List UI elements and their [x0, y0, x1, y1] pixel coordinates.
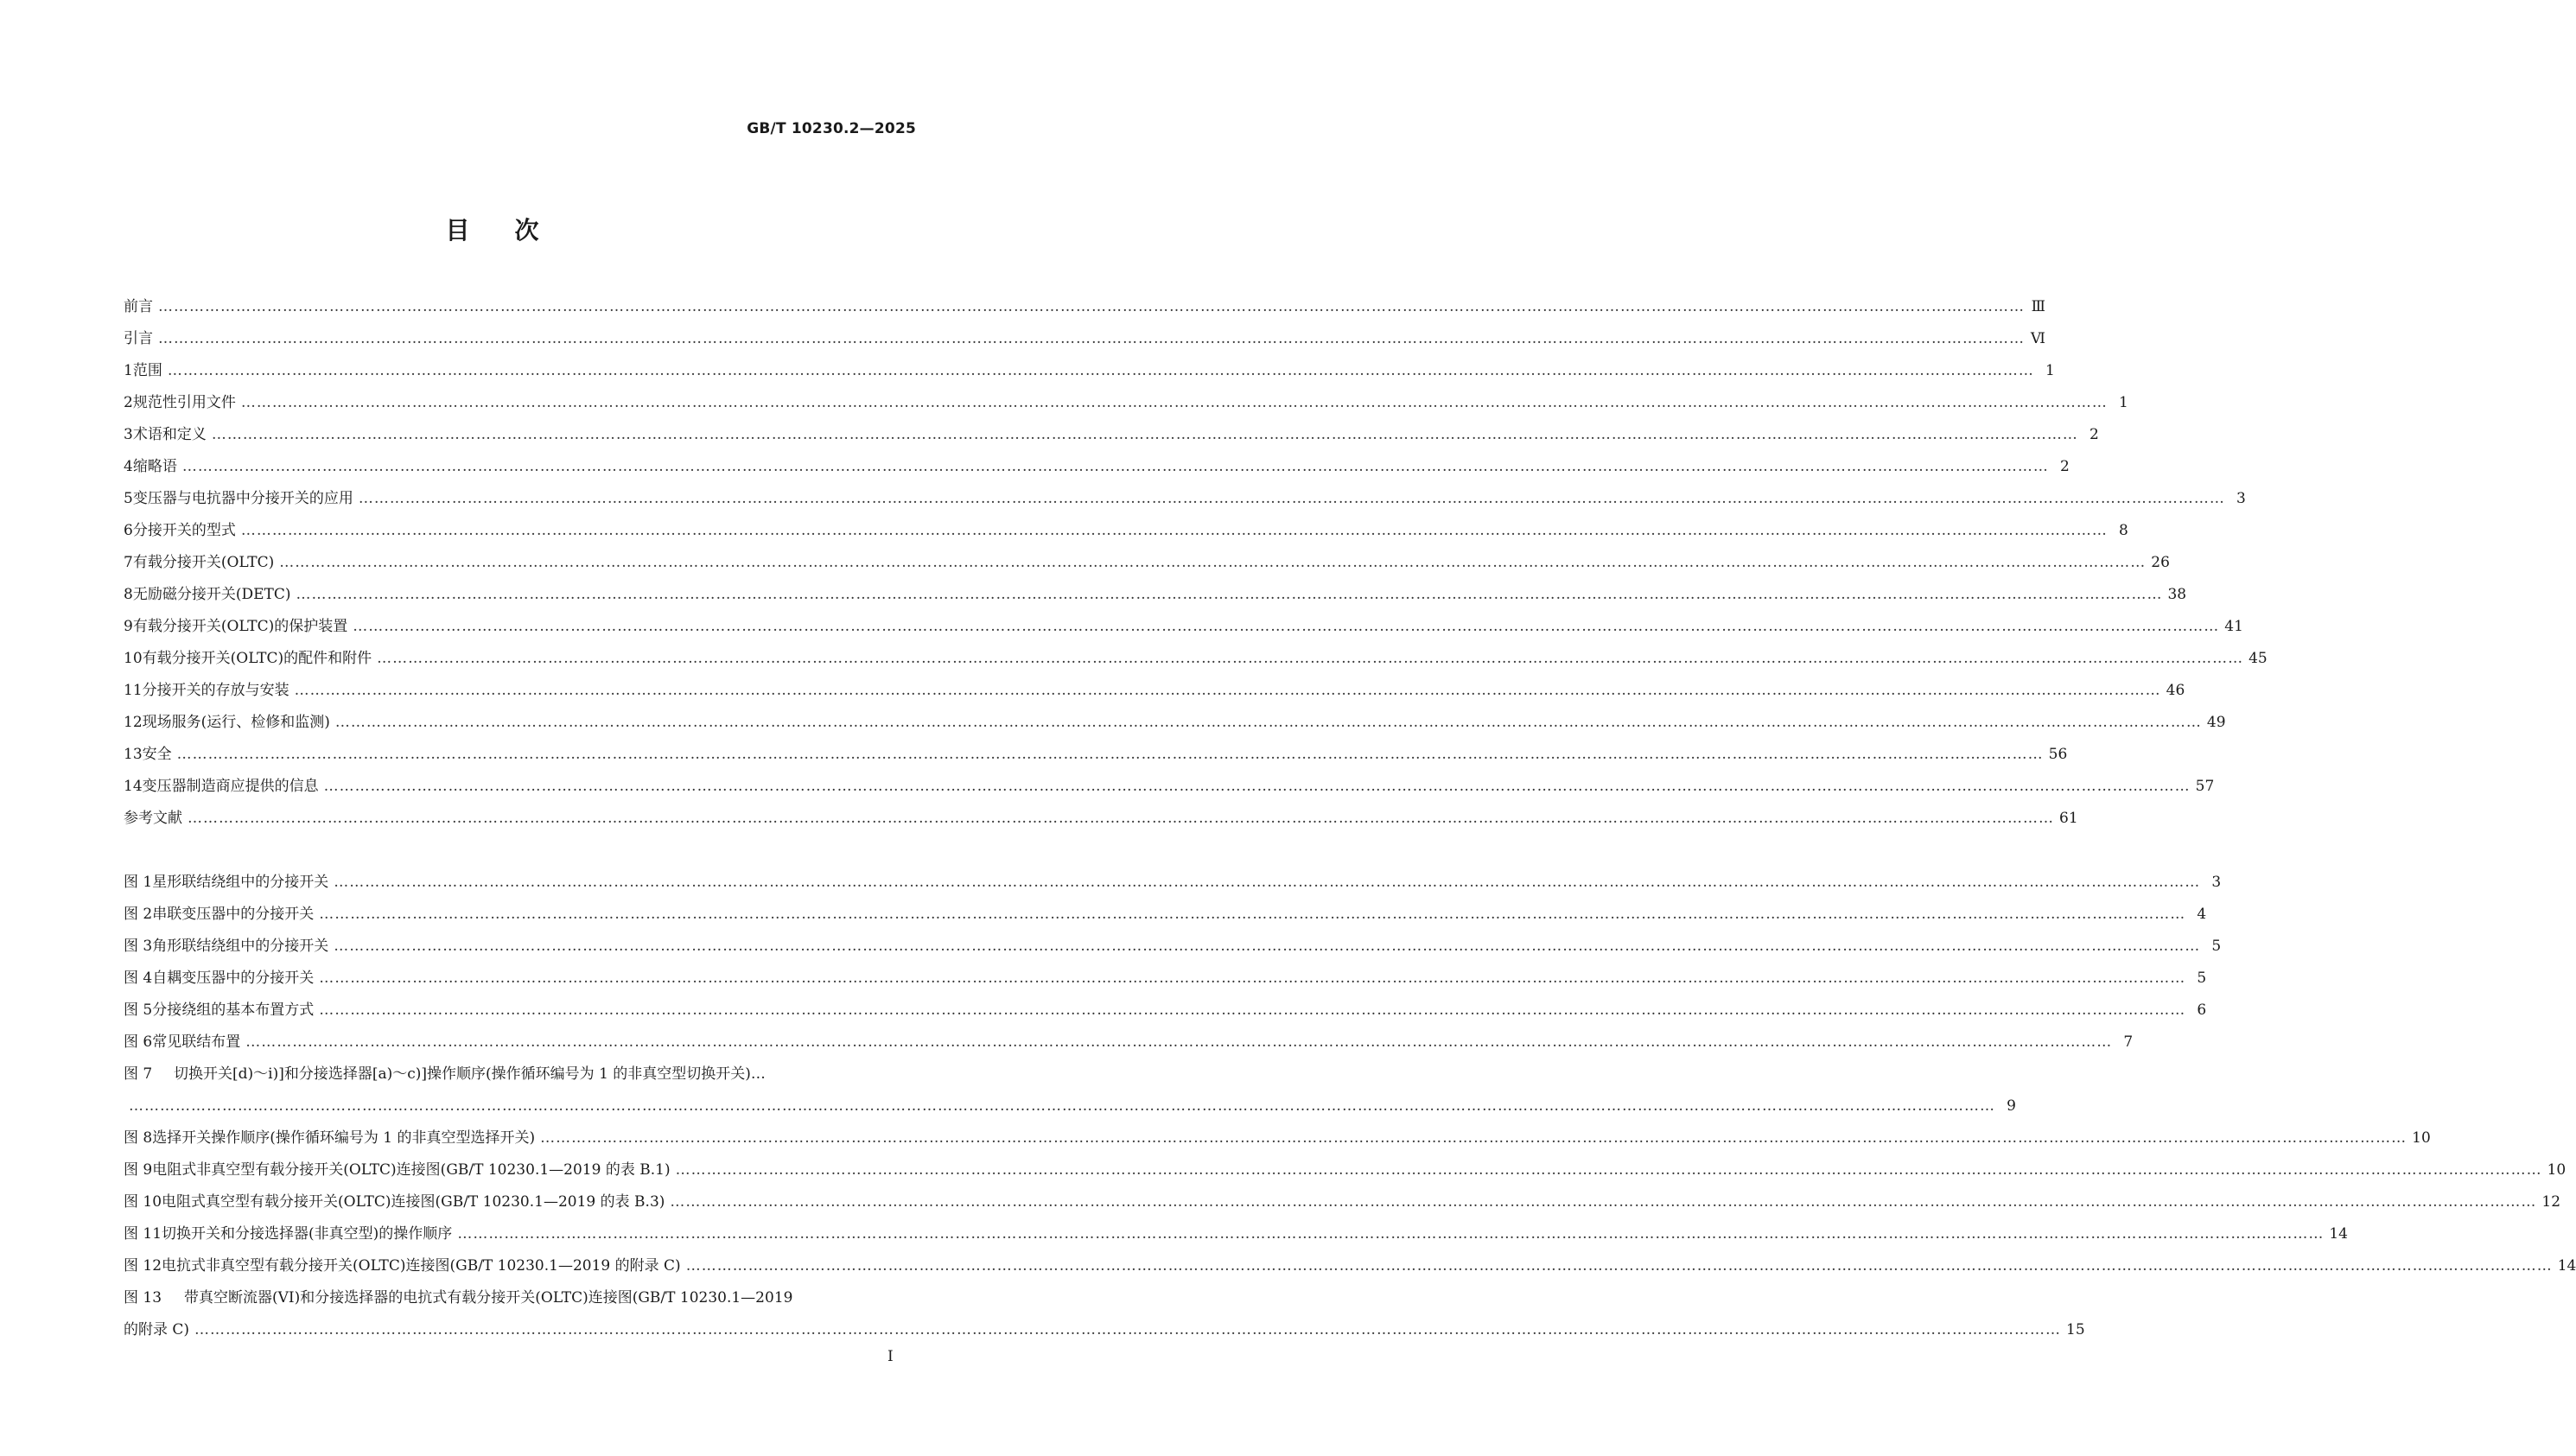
- toc-main: [124, 291, 2268, 835]
- toc-entry-page: 49: [2206, 714, 2226, 731]
- toc-entry[interactable]: [124, 387, 2128, 419]
- figure-entry[interactable]: [124, 1218, 2348, 1250]
- toc-entry-number: 4: [124, 458, 133, 475]
- figure-entry[interactable]: [124, 1059, 916, 1090]
- figure-entry-number: 图 11: [124, 1225, 162, 1243]
- toc-leader-dots: ………………………………………………………………………………………………………………………………………………………………………………………………………………………………………………………………………………………………………………………………: [377, 650, 2244, 667]
- toc-entry-title: 范围: [132, 362, 162, 379]
- figure-entry-title: 星形联结绕组中的分接开关: [152, 874, 329, 891]
- figure-entry-page: 12: [2541, 1193, 2561, 1211]
- page-title: 目次: [445, 216, 584, 245]
- figure-entry-title: 自耦变压器中的分接开关: [152, 970, 315, 987]
- toc-entry[interactable]: [124, 419, 2099, 451]
- figure-entry-page: 3: [2211, 874, 2222, 891]
- figure-entry-number: 图 10: [124, 1193, 162, 1211]
- figure-entry-title: 电阻式非真空型有载分接开关(OLTC)连接图(GB/T 10230.1—2019 的表 B.1): [152, 1161, 671, 1179]
- figure-entry[interactable]: [124, 867, 2222, 899]
- toc-entry[interactable]: [124, 611, 2243, 643]
- figure-leader-dots: ………………………………………………………………………………………………………………………………………………………………………………………………………………………………………………………………………………………………………………………………: [540, 1129, 2407, 1147]
- toc-entry-title: 术语和定义: [132, 426, 207, 443]
- figure-entry-page: 5: [2211, 938, 2222, 955]
- toc-entry-title: 缩略语: [132, 458, 177, 475]
- toc-entry-page: 56: [2048, 746, 2068, 763]
- toc-leader-dots: ………………………………………………………………………………………………………………………………………………………………………………………………………………………………………………………………………………………………………………………………: [158, 330, 2025, 347]
- figure-entry[interactable]: [124, 963, 2207, 995]
- toc-entry-number: 10: [124, 650, 143, 667]
- toc-entry-title: 有载分接开关(OLTC)的配件和附件: [142, 650, 372, 667]
- toc-leader-dots: ………………………………………………………………………………………………………………………………………………………………………………………………………………………………………………………………………………………………………………………………: [294, 682, 2161, 699]
- figure-entry-title: 切换开关[d)～i)]和分接选择器[a)～c)]操作顺序(操作循环编号为 1 的非真空型切换开关)…: [174, 1065, 766, 1083]
- figure-entry-title: 常见联结布置: [152, 1033, 241, 1051]
- figure-entry-page: 14: [2557, 1257, 2576, 1275]
- figure-entry-number: 图 9: [124, 1161, 153, 1179]
- toc-entry-page: 8: [2119, 522, 2128, 539]
- figure-entry-number: 图 1: [124, 874, 153, 891]
- toc-leader-dots: ………………………………………………………………………………………………………………………………………………………………………………………………………………………………………………………………………………………………………………………………: [279, 554, 2147, 571]
- figure-entry-title: 电阻式真空型有载分接开关(OLTC)连接图(GB/T 10230.1—2019 的表 B.3): [162, 1193, 665, 1211]
- toc-leader-dots: ………………………………………………………………………………………………………………………………………………………………………………………………………………………………………………………………………………………………………………………………: [296, 586, 2163, 603]
- toc-entry[interactable]: [124, 483, 2246, 515]
- figure-entry-number: 图 13: [124, 1289, 162, 1307]
- figure-leader-dots: ………………………………………………………………………………………………………………………………………………………………………………………………………………………………………………………………………………………………………………………………: [319, 906, 2186, 923]
- figure-entry-page: 5: [2197, 970, 2207, 987]
- figure-entry-number: 图 7: [124, 1065, 153, 1083]
- toc-entry[interactable]: [124, 515, 2128, 547]
- toc-entry-page: 1: [2119, 394, 2128, 411]
- toc-entry[interactable]: [124, 771, 2215, 803]
- figure-entry-number: 图 4: [124, 970, 153, 987]
- figure-entry-number: 图 12: [124, 1257, 162, 1275]
- toc-entry-number: 2: [124, 394, 133, 411]
- figure-entry[interactable]: [124, 1186, 2561, 1218]
- figure-entry[interactable]: [124, 1250, 2576, 1282]
- figure-entry-page: 6: [2197, 1001, 2207, 1019]
- toc-entry-number: 6: [124, 522, 133, 539]
- figure-entry-number: 图 2: [124, 906, 153, 923]
- toc-entry-page: 61: [2059, 810, 2078, 827]
- toc-entry[interactable]: [124, 451, 2070, 483]
- figure-entry-page: 15: [2066, 1321, 2085, 1338]
- figure-entry-page: 10: [2547, 1161, 2566, 1179]
- figure-entry[interactable]: [124, 1090, 2016, 1122]
- figure-leader-dots: ………………………………………………………………………………………………………………………………………………………………………………………………………………………………………………………………………………………………………………………………: [319, 1001, 2186, 1019]
- toc-entry-number: 11: [124, 682, 143, 699]
- figure-entry-page: 14: [2329, 1225, 2348, 1243]
- figure-entry-title: 电抗式非真空型有载分接开关(OLTC)连接图(GB/T 10230.1—2019 的附录 C): [162, 1257, 681, 1275]
- toc-entry-page: 46: [2166, 682, 2185, 699]
- toc-entry-page: 57: [2195, 778, 2215, 795]
- toc-entry[interactable]: [124, 675, 2185, 707]
- figure-leader-dots: ………………………………………………………………………………………………………………………………………………………………………………………………………………………………………………………………………………………………………………………………: [334, 874, 2201, 891]
- figure-leader-dots: ………………………………………………………………………………………………………………………………………………………………………………………………………………………………………………………………………………………………………………………………: [675, 1161, 2542, 1179]
- toc-leader-dots: ………………………………………………………………………………………………………………………………………………………………………………………………………………………………………………………………………………………………………………………………: [334, 714, 2202, 731]
- figure-entry[interactable]: [124, 1027, 2134, 1059]
- figure-entry-title: 分接绕组的基本布置方式: [152, 1001, 315, 1019]
- toc-entry[interactable]: [124, 355, 2055, 387]
- toc-entry[interactable]: [124, 547, 2170, 579]
- toc-entry-number: 7: [124, 554, 133, 571]
- figure-entry-number: 图 8: [124, 1129, 153, 1147]
- figure-entry-number: 图 3: [124, 938, 153, 955]
- figure-entry[interactable]: [124, 1314, 2085, 1346]
- toc-leader-dots: ………………………………………………………………………………………………………………………………………………………………………………………………………………………………………………………………………………………………………………………………: [176, 746, 2044, 763]
- figure-entry[interactable]: [124, 1122, 2431, 1154]
- figure-entry-page: 4: [2197, 906, 2207, 923]
- figure-entry[interactable]: [124, 899, 2207, 931]
- toc-leader-dots: ………………………………………………………………………………………………………………………………………………………………………………………………………………………………………………………………………………………………………………………………: [240, 522, 2108, 539]
- toc-leader-dots: ………………………………………………………………………………………………………………………………………………………………………………………………………………………………………………………………………………………………………………………………: [158, 298, 2025, 315]
- toc-entry-page: 1: [2045, 362, 2055, 379]
- page-number: I: [887, 1348, 894, 1365]
- toc-entry-page: 38: [2167, 586, 2187, 603]
- figure-entry-number: 图 5: [124, 1001, 153, 1019]
- figure-leader-dots: ………………………………………………………………………………………………………………………………………………………………………………………………………………………………………………………………………………………………………………………………: [670, 1193, 2537, 1211]
- toc-entry-number: 13: [124, 746, 143, 763]
- toc-leader-dots: ………………………………………………………………………………………………………………………………………………………………………………………………………………………………………………………………………………………………………………………………: [353, 618, 2220, 635]
- toc-entry-title: 分接开关的存放与安装: [142, 682, 289, 699]
- toc-entry-title: 变压器制造商应提供的信息: [142, 778, 319, 795]
- toc-entry-title: 无励磁分接开关(DETC): [132, 586, 291, 603]
- toc-leader-dots: ………………………………………………………………………………………………………………………………………………………………………………………………………………………………………………………………………………………………………………………………: [323, 778, 2191, 795]
- toc-entry[interactable]: [124, 707, 2226, 739]
- toc-entry-title: 引言: [124, 330, 153, 347]
- figure-leader-dots: ………………………………………………………………………………………………………………………………………………………………………………………………………………………………………………………………………………………………………………………………: [129, 1097, 1995, 1115]
- figure-leader-dots: ………………………………………………………………………………………………………………………………………………………………………………………………………………………………………………………………………………………………………………………………: [685, 1257, 2553, 1275]
- toc-entry[interactable]: [124, 739, 2068, 771]
- toc-entry-title: 前言: [124, 298, 153, 315]
- figure-entry-page: 7: [2123, 1033, 2134, 1051]
- figure-entry[interactable]: [124, 1282, 916, 1314]
- figure-entry-title: 的附录 C): [124, 1321, 190, 1338]
- toc-entry[interactable]: [124, 291, 2045, 323]
- figure-leader-dots: ………………………………………………………………………………………………………………………………………………………………………………………………………………………………………………………………………………………………………………………………: [334, 938, 2201, 955]
- toc-entry-title: 变压器与电抗器中分接开关的应用: [132, 490, 353, 507]
- toc-entry-title: 分接开关的型式: [132, 522, 236, 539]
- toc-entry[interactable]: [124, 579, 2187, 611]
- figure-entry-title: 角形联结绕组中的分接开关: [152, 938, 329, 955]
- toc-entry-page: 3: [2236, 490, 2246, 507]
- toc-entry-page: 41: [2224, 618, 2243, 635]
- toc-leader-dots: ………………………………………………………………………………………………………………………………………………………………………………………………………………………………………………………………………………………………………………………………: [181, 458, 2049, 475]
- toc-entry[interactable]: [124, 323, 2045, 355]
- toc-entry-title: 现场服务(运行、检修和监测): [142, 714, 330, 731]
- toc-leader-dots: ………………………………………………………………………………………………………………………………………………………………………………………………………………………………………………………………………………………………………………………………: [358, 490, 2225, 507]
- toc-entry-number: 12: [124, 714, 143, 731]
- toc-leader-dots: ………………………………………………………………………………………………………………………………………………………………………………………………………………………………………………………………………………………………………………………………: [167, 362, 2034, 379]
- figure-entry-page: 9: [2007, 1097, 2016, 1115]
- toc-entry-number: 3: [124, 426, 133, 443]
- figure-entry-title: 串联变压器中的分接开关: [152, 906, 315, 923]
- toc-leader-dots: ………………………………………………………………………………………………………………………………………………………………………………………………………………………………………………………………………………………………………………………………: [188, 810, 2054, 827]
- toc-entry-title: 有载分接开关(OLTC)的保护装置: [132, 618, 348, 635]
- toc-entry-page: 45: [2248, 650, 2268, 667]
- toc-entry-title: 规范性引用文件: [132, 394, 236, 411]
- toc-entry-number: 9: [124, 618, 133, 635]
- figure-leader-dots: ………………………………………………………………………………………………………………………………………………………………………………………………………………………………………………………………………………………………………………………………: [457, 1225, 2325, 1243]
- toc-entry-page: 2: [2060, 458, 2070, 475]
- figure-entry-title: 切换开关和分接选择器(非真空型)的操作顺序: [162, 1225, 453, 1243]
- toc-entry-page: Ⅵ: [2030, 330, 2045, 347]
- toc-entry[interactable]: [124, 643, 2268, 675]
- toc-entry-title: 参考文献: [124, 810, 182, 827]
- toc-leader-dots: ………………………………………………………………………………………………………………………………………………………………………………………………………………………………………………………………………………………………………………………………: [240, 394, 2108, 411]
- toc-entry-page: 2: [2089, 426, 2099, 443]
- toc-entry-page: Ⅲ: [2031, 298, 2045, 315]
- figure-entry-page: 10: [2412, 1129, 2431, 1147]
- toc-entry-title: 有载分接开关(OLTC): [132, 554, 275, 571]
- figure-entry-title: 带真空断流器(VI)和分接选择器的电抗式有载分接开关(OLTC)连接图(GB/T 10230.1—2019: [184, 1289, 793, 1307]
- toc-entry-number: 5: [124, 490, 133, 507]
- figure-entry[interactable]: [124, 931, 2222, 963]
- toc-entry-number: 14: [124, 778, 143, 795]
- figure-entry[interactable]: [124, 995, 2207, 1027]
- standard-code: GB/T 10230.2—2025: [747, 120, 916, 137]
- toc-entry-title: 安全: [142, 746, 172, 763]
- toc-entry-number: 1: [124, 362, 133, 379]
- figure-leader-dots: ………………………………………………………………………………………………………………………………………………………………………………………………………………………………………………………………………………………………………………………………: [245, 1033, 2113, 1051]
- toc-leader-dots: ………………………………………………………………………………………………………………………………………………………………………………………………………………………………………………………………………………………………………………………………: [211, 426, 2078, 443]
- figure-entry[interactable]: [124, 1154, 2566, 1186]
- figure-entry-number: 图 6: [124, 1033, 153, 1051]
- figure-entry-title: 选择开关操作顺序(操作循环编号为 1 的非真空型选择开关): [152, 1129, 536, 1147]
- figure-leader-dots: ………………………………………………………………………………………………………………………………………………………………………………………………………………………………………………………………………………………………………………………………: [194, 1321, 2062, 1338]
- figure-leader-dots: ………………………………………………………………………………………………………………………………………………………………………………………………………………………………………………………………………………………………………………………………: [319, 970, 2186, 987]
- toc-entry-number: 8: [124, 586, 133, 603]
- toc-entry[interactable]: [124, 803, 2078, 835]
- toc-figures: [124, 867, 2576, 1346]
- toc-entry-page: 26: [2151, 554, 2170, 571]
